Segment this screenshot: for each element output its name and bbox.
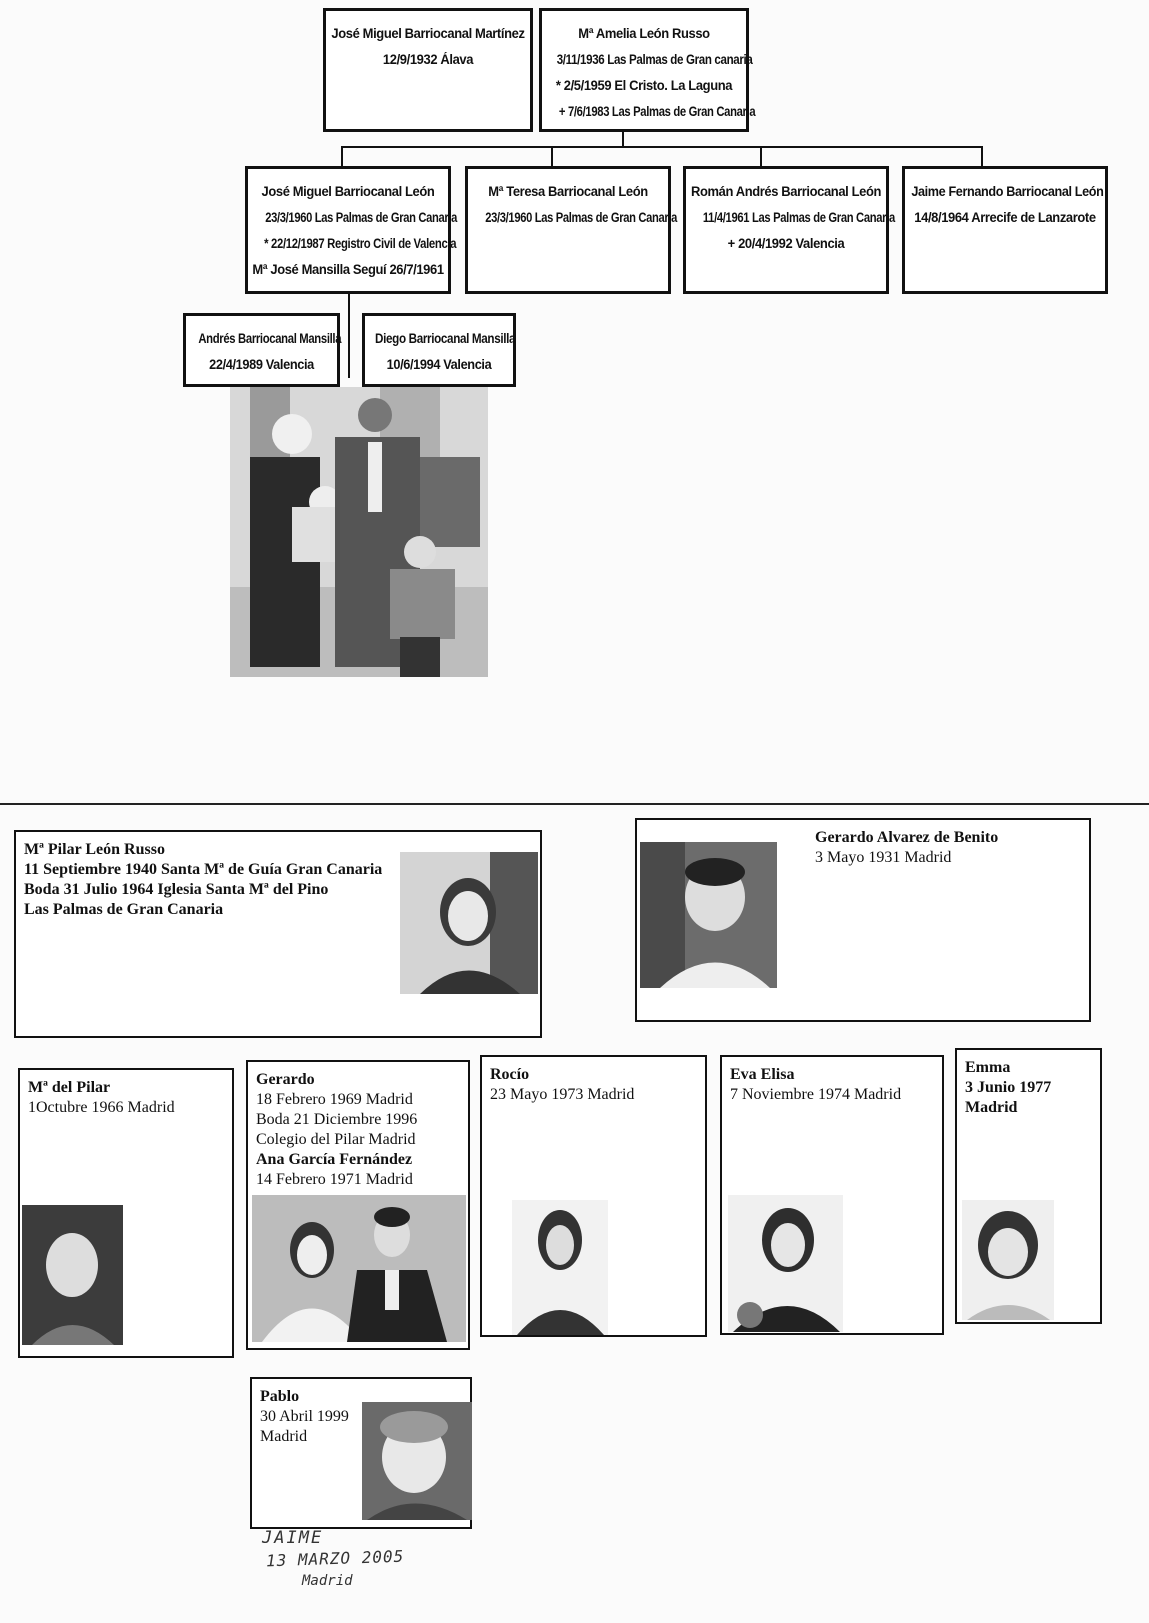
portrait-photo xyxy=(362,1402,472,1520)
person-box-diego-barriocanal-mansilla: Diego Barriocanal Mansilla 10/6/1994 Valencia xyxy=(362,313,516,387)
person-box-gerardo: Gerardo 18 Febrero 1969 Madrid Boda 21 Diciembre 1996 Colegio del Pilar Madrid Ana García Fernández 14 Febrero 1971 Madrid xyxy=(246,1060,470,1350)
person-box-emma: Emma 3 Junio 1977 Madrid xyxy=(955,1048,1102,1324)
person-box-pilar: Mª del Pilar 1Octubre 1966 Madrid xyxy=(18,1068,234,1358)
person-box-jaime-fernando-barriocanal-leon: Jaime Fernando Barriocanal León 14/8/1964 Arrecife de Lanzarote xyxy=(902,166,1108,294)
person-box-eva-elisa: Eva Elisa 7 Noviembre 1974 Madrid xyxy=(720,1055,944,1335)
portrait-photo xyxy=(640,842,777,988)
page-divider xyxy=(0,803,1149,805)
wedding-photo xyxy=(252,1195,466,1342)
person-box-gerardo-alvarez-de-benito: Gerardo Alvarez de Benito 3 Mayo 1931 Madrid xyxy=(635,818,1091,1022)
person-box-roman-andres-barriocanal-leon: Román Andrés Barriocanal León 11/4/1961 Las Palmas de Gran Canaria + 20/4/1992 Valencia xyxy=(683,166,889,294)
handwritten-note-name: JAIME xyxy=(262,1528,324,1548)
handwritten-note-place: Madrid xyxy=(302,1573,353,1589)
connector xyxy=(551,146,553,166)
connector xyxy=(341,146,343,166)
connector xyxy=(981,146,983,166)
family-photo xyxy=(230,387,488,677)
person-box-pilar-leon-russo: Mª Pilar León Russo 11 Septiembre 1940 Santa Mª de Guía Gran Canaria Boda 31 Julio 1964 Iglesia Santa Mª del Pino Las Palmas de Gran Canaria xyxy=(14,830,542,1038)
person-box-pablo: Pablo 30 Abril 1999 Madrid xyxy=(250,1377,472,1529)
person-box-andres-barriocanal-mansilla: Andrés Barriocanal Mansilla 22/4/1989 Valencia xyxy=(183,313,340,387)
person-box-rocio: Rocío 23 Mayo 1973 Madrid xyxy=(480,1055,707,1337)
connector xyxy=(341,146,983,148)
handwritten-note-date: 13 MARZO 2005 xyxy=(265,1546,405,1571)
person-box-jose-miguel-barriocanal-leon: José Miguel Barriocanal León 23/3/1960 Las Palmas de Gran Canaria * 22/12/1987 Registro Civil de Valencia Mª José Mansilla Seguí 26/7/1961 xyxy=(245,166,451,294)
person-box-jose-miguel-barriocanal-martinez: José Miguel Barriocanal Martínez 12/9/1932 Álava xyxy=(323,8,533,132)
portrait-photo xyxy=(512,1200,608,1335)
portrait-photo xyxy=(962,1200,1054,1320)
portrait-photo xyxy=(400,852,538,994)
connector xyxy=(760,146,762,166)
portrait-photo xyxy=(22,1205,123,1345)
connector xyxy=(348,290,350,378)
person-box-teresa-barriocanal-leon: Mª Teresa Barriocanal León 23/3/1960 Las Palmas de Gran Canaria xyxy=(465,166,671,294)
portrait-photo xyxy=(728,1195,843,1332)
person-box-amelia-leon-russo: Mª Amelia León Russo 3/11/1936 Las Palmas de Gran canaria * 2/5/1959 El Cristo. La Laguna + 7/6/1983 Las Palmas de Gran Canaria xyxy=(539,8,749,132)
